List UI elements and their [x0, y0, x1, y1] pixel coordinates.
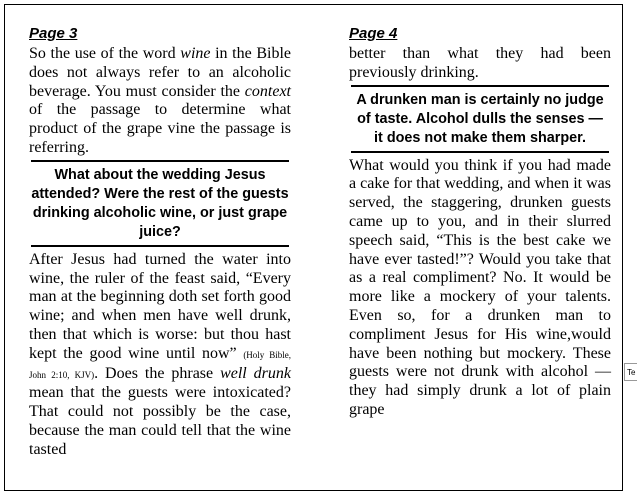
page-4-column — [349, 26, 611, 420]
text-run: . Does the phrase — [94, 364, 221, 382]
page-3-column — [29, 26, 291, 460]
page-3-paragraph-1 — [29, 45, 291, 158]
page-3-callout: What about the wedding Jesus attended? Were the rest of the guests drinking alcoholic wine, or just grape juice? — [31, 160, 289, 247]
edge-tab[interactable]: Te — [624, 363, 637, 381]
text-run: in the Bible does not always refer to an alcoholic beverage. You must consider the — [29, 45, 292, 100]
page-4-paragraph-1: better than what they had been previously drinking. — [349, 45, 611, 81]
page-4-paragraph-2: What would you think if you had made a cake for that wedding, and when it was served, the staggering, drunken guests came up to you, and in their slurred speech said, “This is the best cake we have ever tasted!”? Would you take that as a real compliment? No. It would be more like a mockery of your talents. Even so, for a drunken man to compliment Jesus for His wine,would have been nothing but mockery. These guests were not drunk with alcohol — they had simply drunk a lot of plain grape — [349, 156, 611, 418]
scripture-reference: (Holy Bible, John 2:10, KJV) — [29, 349, 291, 380]
text-run: mean that the guests were intoxicated? That could not possibly be the case, because the man could tell that the wine tasted — [29, 384, 291, 458]
page-4-label: Page 4 — [349, 25, 398, 42]
page-3-paragraph-2 — [29, 251, 291, 460]
text-run: After Jesus had turned the water into wine, the ruler of the feast said, “Every man at the beginning doth set forth good wine; and when men have well drunk, then that which is worse: but thou hast kept the good wine until now” — [29, 250, 291, 362]
emphasis-context: context — [244, 82, 291, 100]
emphasis-well-drunk: well drunk — [220, 364, 291, 382]
text-run: So the use of the word — [29, 45, 181, 62]
text-run: of the passage to determine what product of the grape vine the passage is referring. — [29, 101, 291, 156]
emphasis-wine: wine — [180, 45, 211, 62]
page-3-label: Page 3 — [29, 25, 78, 42]
page-4-callout: A drunken man is certainly no judge of taste. Alcohol dulls the senses — it does not make them sharper. — [351, 85, 609, 153]
